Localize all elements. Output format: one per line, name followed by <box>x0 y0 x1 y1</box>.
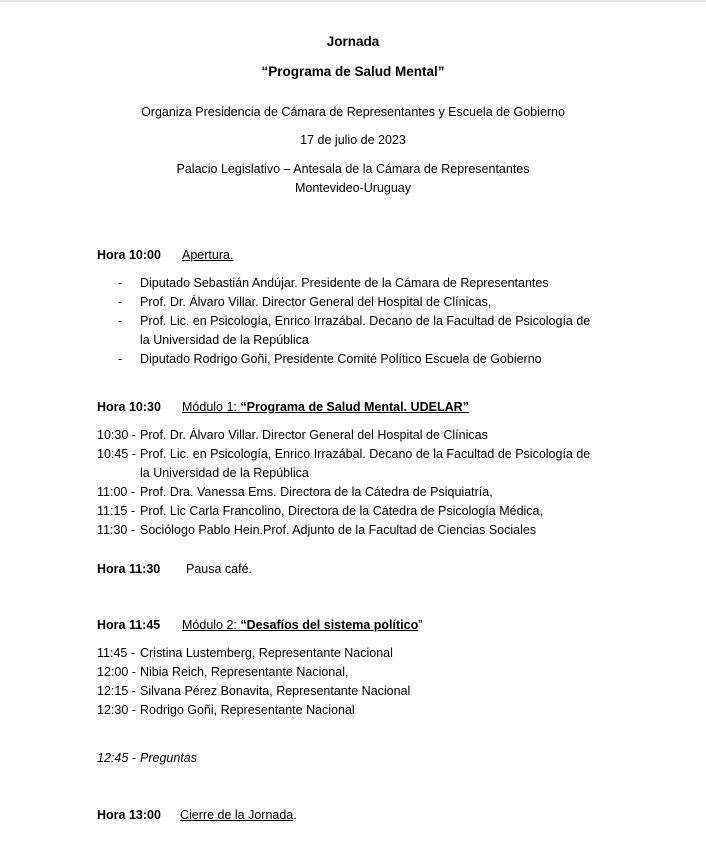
organizer-line: Organiza Presidencia de Cámara de Representantes y Escuela de Gobierno <box>141 105 565 119</box>
bullet-dash: - <box>118 314 123 328</box>
list-item: Diputado Sebastián Andújar. Presidente de la Cámara de Representantes <box>140 276 549 290</box>
venue-line: Palacio Legislativo – Antesala de la Cámara de Representantes <box>176 162 530 176</box>
schedule-entry: Cristina Lustemberg, Representante Nacional <box>140 646 393 660</box>
schedule-time: 12:30 - <box>97 703 136 717</box>
top-border <box>0 0 706 2</box>
section-title-apertura: Apertura. <box>182 248 234 262</box>
section-title-pausa: Pausa café. <box>186 562 253 576</box>
bullet-dash: - <box>118 352 123 366</box>
schedule-entry-preguntas: Preguntas <box>140 751 197 765</box>
list-item: Prof. Dr. Álvaro Villar. Director General del Hospital de Clínicas, <box>140 295 492 309</box>
schedule-entry: Prof. Dra. Vanessa Ems. Directora de la Cátedra de Psiquiatría, <box>140 485 493 499</box>
schedule-time: 11:30 - <box>97 523 135 537</box>
section-title-modulo-2: Módulo 2: “Desafíos del sistema político” <box>182 618 423 632</box>
list-item: Diputado Rodrigo Goñi, Presidente Comité Político Escuela de Gobierno <box>140 352 542 366</box>
document-subtitle: “Programa de Salud Mental” <box>261 64 445 79</box>
schedule-time: 11:15 - <box>97 504 135 518</box>
section-time-modulo-2: Hora 11:45 <box>97 618 161 632</box>
bullet-dash: - <box>118 295 123 309</box>
section-time-apertura: Hora 10:00 <box>97 248 161 262</box>
schedule-time: 11:45 - <box>97 646 135 660</box>
section-time-pausa: Hora 11:30 <box>97 562 161 576</box>
schedule-entry-continuation: la Universidad de la República <box>140 466 309 480</box>
schedule-entry: Prof. Lic Carla Francolino, Directora de la Cátedra de Psicología Médica, <box>140 504 543 518</box>
date-line: 17 de julio de 2023 <box>300 133 406 147</box>
bullet-dash: - <box>118 276 123 290</box>
schedule-time: 12:00 - <box>97 665 136 679</box>
schedule-entry: Rodrigo Goñi, Representante Nacional <box>140 703 355 717</box>
schedule-time-preguntas: 12:45 - <box>97 751 136 765</box>
list-item-continuation: la Universidad de la República <box>140 333 309 347</box>
list-item: Prof. Lic. en Psicología, Enrico Irrazábal. Decano de la Facultad de Psicología de <box>140 314 591 328</box>
schedule-entry: Silvana Pérez Bonavita, Representante Nacional <box>140 684 411 698</box>
schedule-entry: Prof. Lic. en Psicología, Enrico Irrazábal. Decano de la Facultad de Psicología de <box>140 447 591 461</box>
section-time-cierre: Hora 13:00 <box>97 808 161 822</box>
document-title: Jornada <box>326 34 380 49</box>
schedule-time: 11:00 - <box>97 485 135 499</box>
schedule-entry: Sociólogo Pablo Hein.Prof. Adjunto de la Facultad de Ciencias Sociales <box>140 523 537 537</box>
schedule-time: 12:15 - <box>97 684 136 698</box>
schedule-entry: Nibia Reich, Representante Nacional, <box>140 665 349 679</box>
city-line: Montevideo-Uruguay <box>294 181 412 195</box>
schedule-entry: Prof. Dr. Álvaro Villar. Director General del Hospital de Clínicas <box>140 428 488 442</box>
section-title-cierre: Cierre de la Jornada. <box>180 808 297 822</box>
section-time-modulo-1: Hora 10:30 <box>97 400 161 414</box>
schedule-time: 10:30 - <box>97 428 136 442</box>
section-title-modulo-1: Módulo 1: “Programa de Salud Mental. UDELAR” <box>182 400 469 414</box>
schedule-time: 10:45 - <box>97 447 136 461</box>
